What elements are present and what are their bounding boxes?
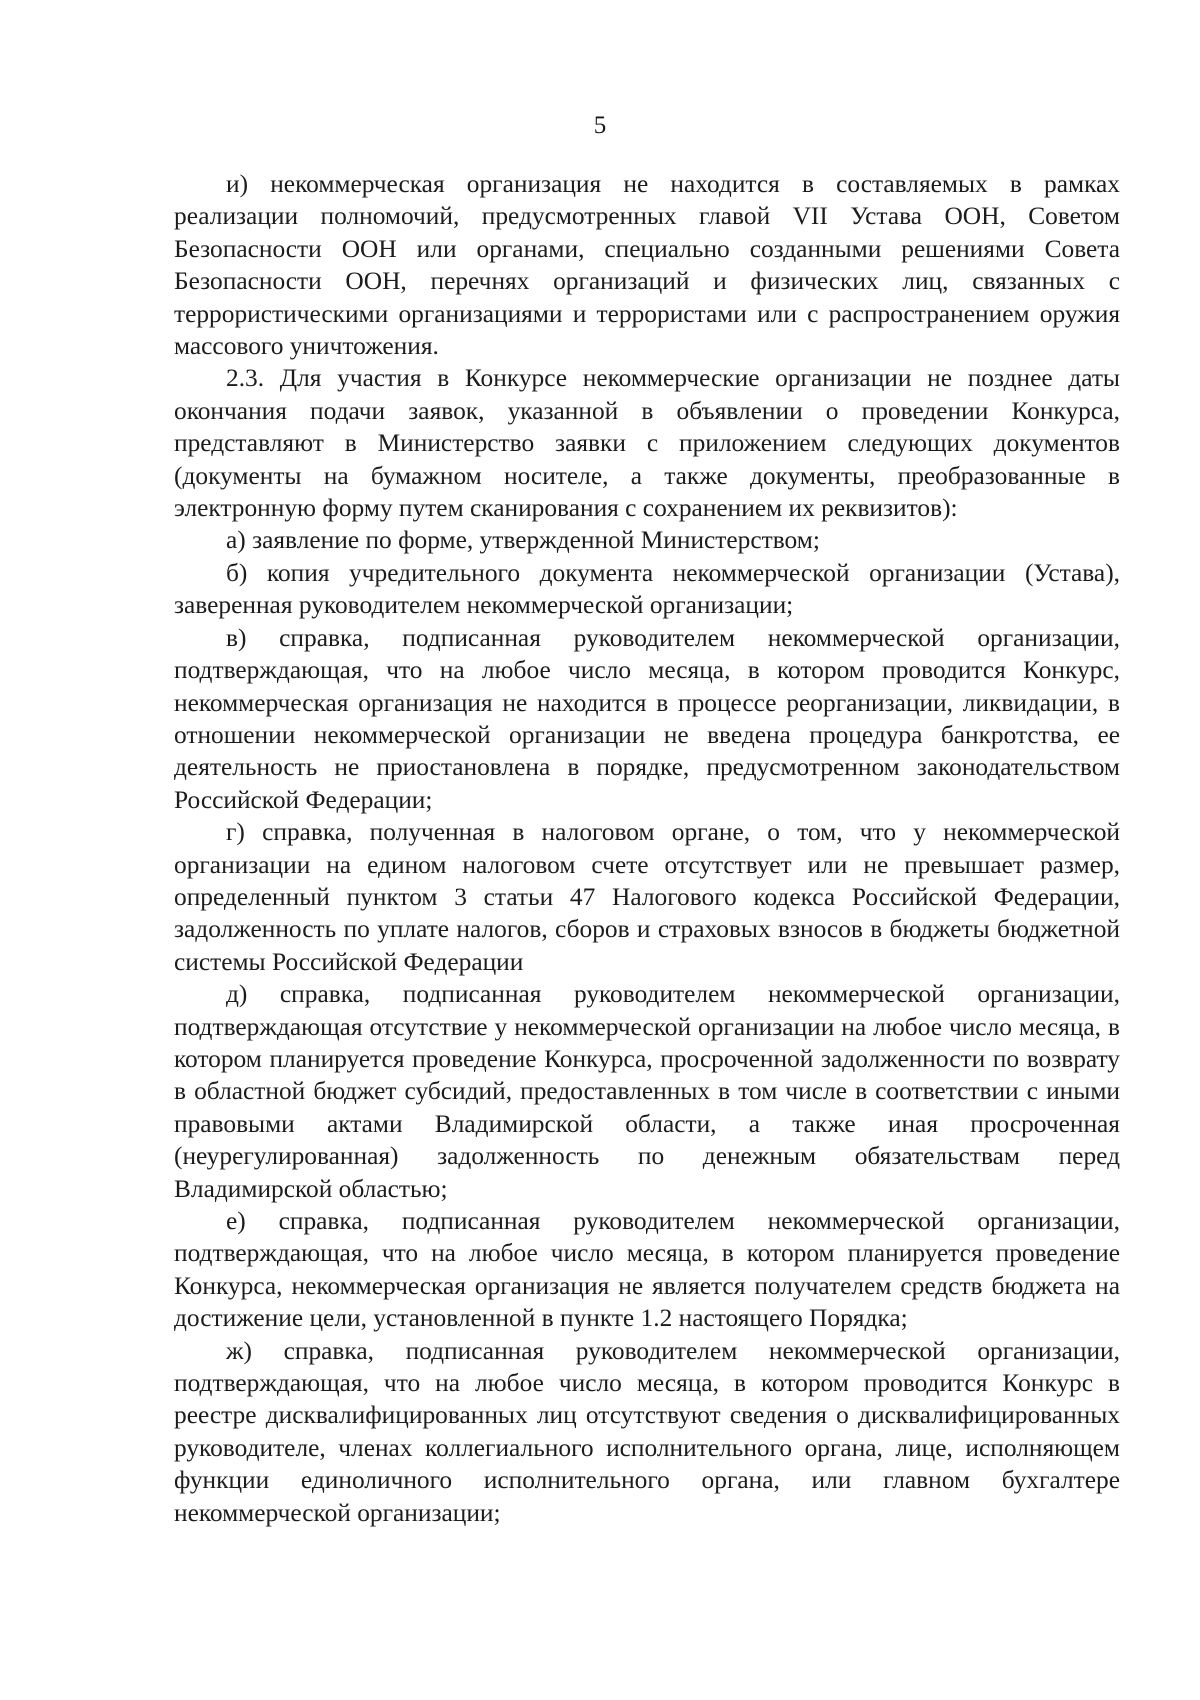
paragraph-item-g: г) справка, полученная в налоговом органе, о том, что у некоммерческой организации на едином налоговом счете отсутствует или не превышает размер, определенный пунктом 3 статьи 47 Налогового кодекса Российской Федерации, задолженность по уплате налогов, сборов и страховых взносов в бюджеты бюджетной системы Российской Федерации	[174, 818, 1120, 976]
paragraph-item-v: в) справка, подписанная руководителем некоммерческой организации, подтверждающая, что на любое число месяца, в котором проводится Конкурс, некоммерческая организация не находится в процессе реорганизации, ликвидации, в отношении некоммерческой организации не введена процедура банкротства, ее деятельность не приостановлена в порядке, предусмотренном законодательством Российской Федерации;	[174, 623, 1120, 814]
paragraph-item-e: е) справка, подписанная руководителем некоммерческой организации, подтверждающая, что на любое число месяца, в котором планируется проведение Конкурса, некоммерческая организация не является получателем средств бюджета на достижение цели, установленной в пункте 1.2 настоящего Порядка;	[174, 1207, 1120, 1333]
paragraph-item-a: а) заявление по форме, утвержденной Министерством;	[226, 526, 820, 555]
paragraph-item-d: д) справка, подписанная руководителем некоммерческой организации, подтверждающая отсутствие у некоммерческой организации на любое число месяца, в котором планируется проведение Конкурса, просроченной задолженности по возврату в областной бюджет субсидий, предоставленных в том числе в соответствии с иными правовыми актами Владимирской области, а также иная просроченная (неурегулированная) задолженность по денежным обязательствам перед Владимирской областью;	[174, 980, 1120, 1203]
document-body	[174, 168, 1120, 1529]
page-number: 5	[593, 112, 607, 139]
paragraph-item-i: и) некоммерческая организация не находится в составляемых в рамках реализации полномочий, предусмотренных главой VII Устава ООН, Советом Безопасности ООН или органами, специально созданными решениями Совета Безопасности ООН, перечнях организаций и физических лиц, связанных с террористическими организациями и террористами или с распространением оружия массового уничтожения.	[174, 170, 1120, 361]
paragraph-item-zh: ж) справка, подписанная руководителем некоммерческой организации, подтверждающая, что на любое число месяца, в котором проводится Конкурс в реестре дисквалифицированных лиц отсутствуют сведения о дисквалифицированных руководителе, членах коллегиального исполнительного органа, лице, исполняющем функции единоличного исполнительного органа, или главном бухгалтере некоммерческой организации;	[174, 1336, 1120, 1527]
paragraph-item-b: б) копия учредительного документа некоммерческой организации (Устава), заверенная руководителем некоммерческой организации;	[174, 558, 1120, 620]
paragraph-2-3: 2.3. Для участия в Конкурсе некоммерческие организации не позднее даты окончания подачи заявок, указанной в объявлении о проведении Конкурса, представляют в Министерство заявки с приложением следующих документов (документы на бумажном носителе, а также документы, преобразованные в электронную форму путем сканирования с сохранением их реквизитов):	[174, 364, 1120, 523]
